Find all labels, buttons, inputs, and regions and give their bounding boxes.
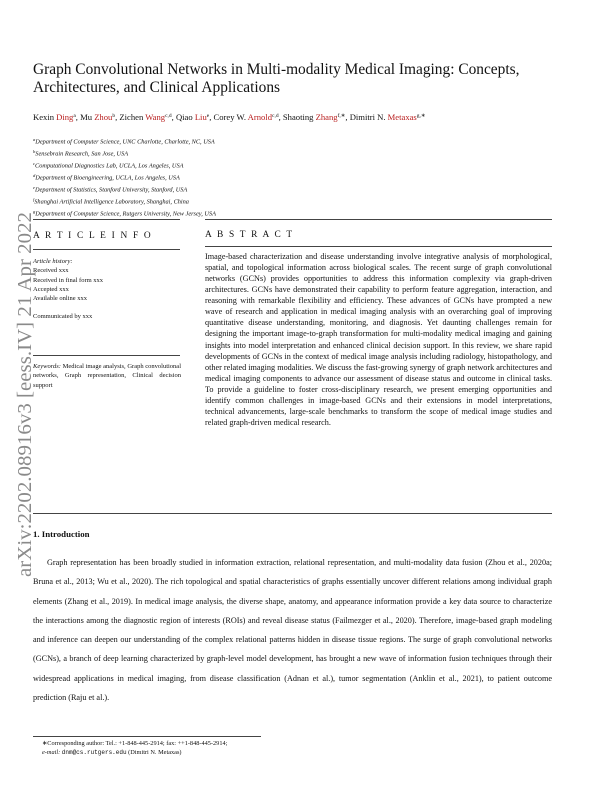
title-line-2: Architectures, and Clinical Applications [33,79,281,96]
author: Shaoting Zhang$^{f,∗}$ [282,112,346,122]
keywords [33,362,181,390]
author: Qiao Liu$^e$ [175,112,210,122]
paper-title [33,61,553,97]
author-link[interactable]: Zhang [315,112,338,122]
corresponding-author: ∗Corresponding author: Tel.: +1-848-445-2914; fax: ++1-848-445-2914; [42,740,228,747]
footnote-rule [33,736,261,737]
author: Mu Zhou$^b$ [80,112,116,122]
author-link[interactable]: Liu [194,112,207,122]
communicated-by: Communicated by xxx [33,313,93,321]
affiliation: $^a$Department of Computer Science, UNC Charlotte, Charlotte, NC, USA [33,137,215,146]
affiliation: $^d$Department of Bioengineering, UCLA, Los Angeles, USA [33,173,180,182]
divider [33,513,552,514]
author-link[interactable]: Ding [56,112,74,122]
keywords-text: Medical image analysis, Graph convolutional networks, Graph representation, Clinical decision support [33,363,182,389]
history-item: Available online xxx [33,295,88,303]
author: Kexin Ding$^a$ [33,112,76,122]
divider [33,219,180,220]
divider [33,355,180,356]
affiliation: $^g$Department of Computer Science, Rutgers University, New Jersey, USA [33,209,216,218]
history-item: Received xxx [33,267,69,275]
article-info-heading: A R T I C L E I N F O [33,231,153,241]
history-item: Received in final form xxx [33,276,104,284]
abstract-text: Image-based characterization and disease understanding involve integrative analysis of morphological, spatial, and topological information across biological scales. The recent surge of graph convolutional networks (GCNs) provides opportunities to address this information complexity via graph-driven architectures. GCNs have demonstrated their capability to perform feature aggregation, interaction, and reasoning with remarkable flexibility and efficiency. These advances of GCNs have prompted a new wave of research and application in medical imaging analysis with an overarching goal of improving quantitative disease understanding, monitoring, and diagnosis. Yet daunting challenges remain for designing the important image-to-graph transformation for multi-modality medical imaging and gaining insights into model interpretation and enhanced clinical decision support. In this review, we share rapid developments of GCNs in the context of medical image analysis including radiology, histopathology, and other related imaging modalities. We discuss the fast-growing synergy of graph network architectures and medical imaging components to advance our assessment of disease status and outcome in clinical tasks. To provide a guideline to foster cross-disciplinary research, we present emerging opportunities and identify common challenges in image-based GCNs and their extensions in model interpretations, technical advancements, large-scale benchmarks to transform the scope of medical image studies and related graph-driven medical research. [205,252,552,427]
affiliation: $^c$Computational Diagnostics Lab, UCLA, Los Angeles, USA [33,161,184,170]
history-item: Accepted xxx [33,285,69,293]
email-name: (Dimitri N. Metaxas) [128,749,182,757]
keywords-label: Keywords: [33,363,61,370]
abstract-heading: A B S T R A C T [205,230,294,240]
arxiv-stamp-svg [11,212,37,577]
author: Corey W. Arnold$^{c,d}$ [213,112,279,122]
arxiv-stamp [11,212,37,577]
arxiv-stamp-text: arXiv:2202.08916v3 [eess.IV] 21 Apr 2022 [15,236,36,577]
author-link[interactable]: Wang [145,112,166,122]
intro-paragraph: Graph representation has been broadly studied in information extraction, relational representation, and multi-modality data fusion (Zhou et al., 2020a; Bruna et al., 2013; Wu et al., 2020). The rich topological and spatial characteristics of graphs essentially uncover different relations among individual graph elements (Zhang et al., 2019). In medical image analysis, the diverse shape, anatomy, and appearance information provide a key data source to characterize the interactions among the diagnostic region of interests (ROIs) and reveal disease status (Failmezger et al., 2020). Therefore, image-based graph modeling and inference can deepen our understanding of the complex relational patterns hidden in disease tissue regions. The surge of graph convolutional networks (GCNs), a branch of deep learning characterized by graph-level model development, has brought a new wave of information fusion techniques through their widespread applications in medical imaging, from disease classification (Adnan et al.), tumor segmentation (Anklin et al., 2021), to patient outcome prediction (Raju et al.). [33,558,552,702]
footnote [42,739,542,758]
author-list: Kexin Ding$^a$, Mu Zhou$^b$, Zichen Wang$^{c,d}$, Qiao Liu$^e$, Corey W. Arnold$^{c,d}$, Shaoting Zhang$^{f,∗}$, Dimitri N. Metaxas$^{g,∗}$ [33,112,426,122]
email-address[interactable]: dnm@cs.rutgers.edu [61,749,127,757]
divider [33,249,180,250]
author-link[interactable]: Metaxas [387,112,417,122]
author-link[interactable]: Zhou [94,112,113,122]
author-link[interactable]: Arnold [247,112,272,122]
section-heading: 1. Introduction [33,529,90,539]
history-title: Article history: [33,258,73,265]
divider [205,219,552,220]
affiliation-list [33,135,363,219]
author: Dimitri N. Metaxas$^{g,∗}$ [349,112,426,122]
author: Zichen Wang$^{c,d}$ [119,112,172,122]
article-history [33,257,183,322]
email-line [42,748,542,757]
affiliation: $^b$Sensebrain Research, San Jose, USA [33,149,129,158]
divider [205,246,552,247]
title-line-1: Graph Convolutional Networks in Multi-modality Medical Imaging: Concepts, [33,61,520,78]
email-label: e-mail: [42,749,61,757]
affiliation: $^e$Department of Statistics, Stanford University, Stanford, USA [33,185,188,194]
affiliation: $^f$Shanghai Artificial Intelligence Laboratory, Shanghai, China [33,197,189,206]
